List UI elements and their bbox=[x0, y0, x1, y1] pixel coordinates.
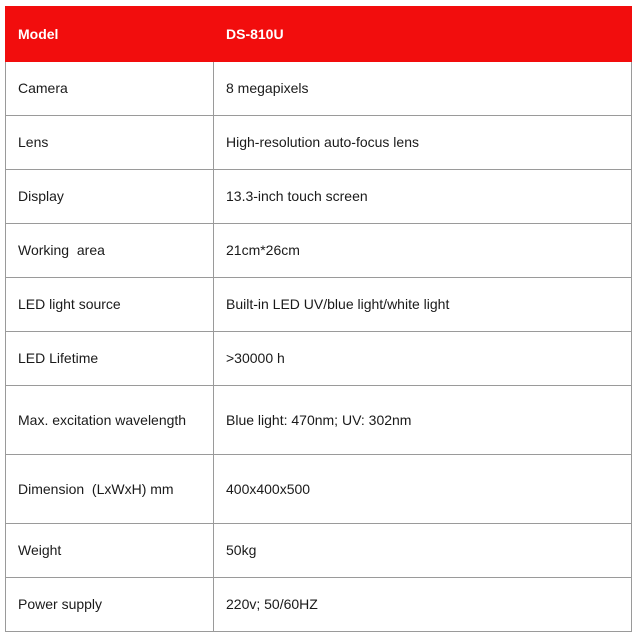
row-label: Power supply bbox=[6, 578, 214, 632]
header-model-label: Model bbox=[6, 7, 214, 62]
row-label: Lens bbox=[6, 116, 214, 170]
table-row bbox=[6, 224, 632, 278]
row-value: 13.3-inch touch screen bbox=[214, 170, 632, 224]
table-row bbox=[6, 278, 632, 332]
spec-table-body bbox=[6, 62, 632, 632]
header-row bbox=[6, 7, 632, 62]
table-row bbox=[6, 386, 632, 455]
row-value: 400x400x500 bbox=[214, 455, 632, 524]
row-value: 8 megapixels bbox=[214, 62, 632, 116]
spec-table-header bbox=[6, 7, 632, 62]
row-value: High-resolution auto-focus lens bbox=[214, 116, 632, 170]
row-value: Blue light: 470nm; UV: 302nm bbox=[214, 386, 632, 455]
row-label: Dimension (LxWxH) mm bbox=[6, 455, 214, 524]
table-row bbox=[6, 116, 632, 170]
row-value: >30000 h bbox=[214, 332, 632, 386]
row-value: 220v; 50/60HZ bbox=[214, 578, 632, 632]
row-label: Display bbox=[6, 170, 214, 224]
table-row bbox=[6, 455, 632, 524]
row-label: LED Lifetime bbox=[6, 332, 214, 386]
table-row bbox=[6, 170, 632, 224]
row-value: 21cm*26cm bbox=[214, 224, 632, 278]
row-label: LED light source bbox=[6, 278, 214, 332]
row-value: 50kg bbox=[214, 524, 632, 578]
table-row bbox=[6, 524, 632, 578]
row-label: Weight bbox=[6, 524, 214, 578]
row-label: Camera bbox=[6, 62, 214, 116]
row-value: Built-in LED UV/blue light/white light bbox=[214, 278, 632, 332]
table-row bbox=[6, 62, 632, 116]
table-row bbox=[6, 332, 632, 386]
table-row bbox=[6, 578, 632, 632]
row-label: Working area bbox=[6, 224, 214, 278]
spec-table bbox=[5, 6, 632, 632]
row-label: Max. excitation wavelength bbox=[6, 386, 214, 455]
header-model-value: DS-810U bbox=[214, 7, 632, 62]
